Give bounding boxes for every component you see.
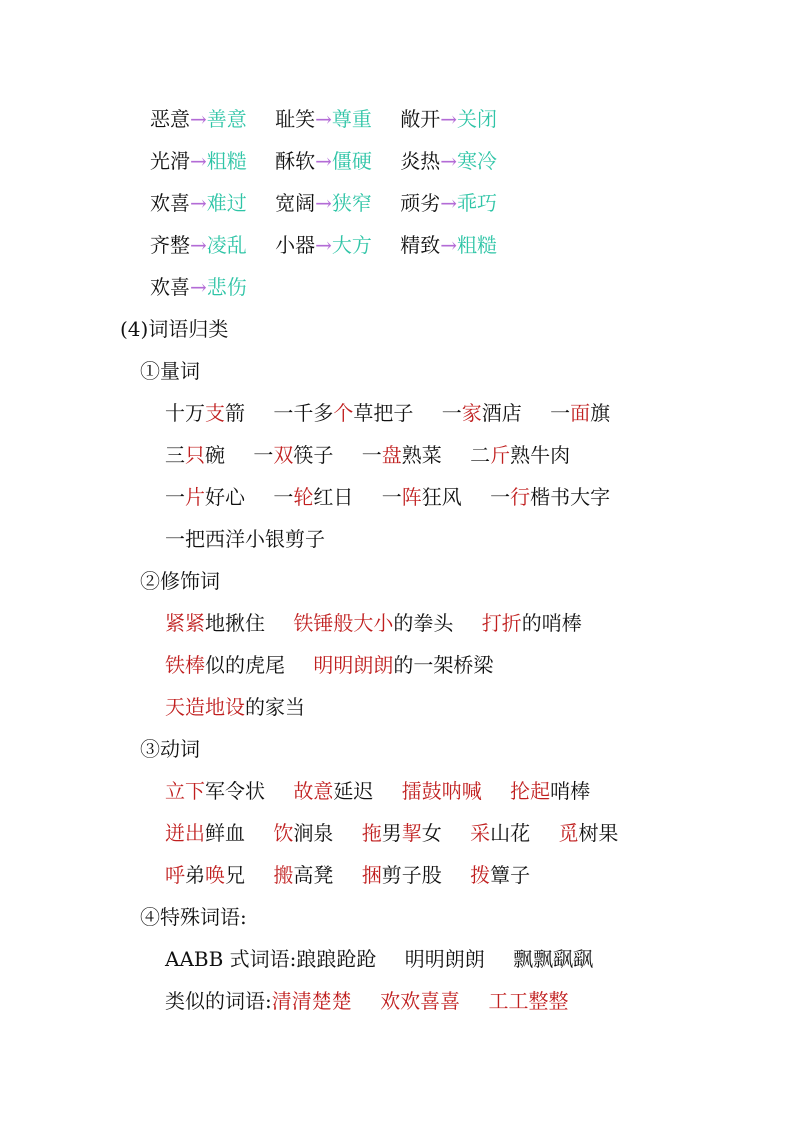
subsection-title: ④特殊词语: <box>140 905 247 929</box>
measure-word-line <box>165 525 325 553</box>
highlight: 觅 <box>558 821 579 845</box>
text: 剪子股 <box>381 863 442 887</box>
highlight: 挈 <box>401 821 422 845</box>
word: 恶意 <box>150 107 190 131</box>
arrow-icon: → <box>440 233 458 257</box>
antonym-word: 粗糙 <box>457 233 498 257</box>
arrow-icon: → <box>440 149 458 173</box>
text: 弟 <box>185 863 205 887</box>
arrow-icon: → <box>190 149 207 173</box>
antonym-word: 凌乱 <box>206 233 247 257</box>
highlight: 工工整整 <box>488 989 569 1013</box>
text: 似的虎尾 <box>205 653 285 677</box>
highlight: 只 <box>185 443 205 467</box>
highlight: 唤 <box>205 863 225 887</box>
highlight: 迸出 <box>165 821 205 845</box>
highlight: 擂鼓呐喊 <box>401 779 482 803</box>
text: 狂风 <box>421 485 462 509</box>
text: 一 <box>253 443 274 467</box>
text: 高凳 <box>293 863 334 887</box>
text: 碗 <box>205 443 225 467</box>
text: 楷书大字 <box>530 485 611 509</box>
text: 延迟 <box>333 779 374 803</box>
text: 明明朗朗 <box>404 947 485 971</box>
highlight: 行 <box>510 485 531 509</box>
highlight: 双 <box>273 443 294 467</box>
arrow-icon: → <box>190 107 207 131</box>
word: 小器 <box>275 233 316 257</box>
antonym-row <box>150 147 497 175</box>
word: 顽劣 <box>400 191 441 215</box>
text: 一 <box>441 401 462 425</box>
text: 军令状 <box>205 779 265 803</box>
highlight: 面 <box>570 401 591 425</box>
measure-word-line <box>165 483 610 511</box>
antonym-row <box>150 189 497 217</box>
text: 类似的词语: <box>165 989 272 1013</box>
text: 山花 <box>490 821 531 845</box>
highlight: 抡起 <box>510 779 551 803</box>
text: 飘飘飖飖 <box>513 947 594 971</box>
arrow-icon: → <box>440 107 458 131</box>
text: 的哨棒 <box>521 611 582 635</box>
highlight: 清清楚楚 <box>271 989 352 1013</box>
text: 哨棒 <box>550 779 591 803</box>
word: 敞开 <box>400 107 441 131</box>
antonym-row <box>150 231 497 259</box>
text: 一 <box>165 485 185 509</box>
arrow-icon: → <box>190 191 207 215</box>
highlight: 打折 <box>481 611 522 635</box>
text: 红日 <box>313 485 354 509</box>
arrow-icon: → <box>315 233 332 257</box>
highlight: 故意 <box>293 779 334 803</box>
arrow-icon: → <box>190 275 207 299</box>
highlight: 立下 <box>165 779 205 803</box>
word: 宽阔 <box>275 191 316 215</box>
section-title: (4)词语归类 <box>120 317 229 341</box>
antonym-word: 僵硬 <box>331 149 372 173</box>
text: 一 <box>361 443 382 467</box>
text: 的家当 <box>245 695 305 719</box>
text: 的一架桥梁 <box>393 653 494 677</box>
modifier-line <box>165 693 305 721</box>
arrow-icon: → <box>440 191 458 215</box>
highlight: 欢欢喜喜 <box>380 989 461 1013</box>
special-word-line <box>165 945 593 973</box>
word: 耻笑 <box>275 107 316 131</box>
highlight: 呼 <box>165 863 185 887</box>
text: 三 <box>165 443 185 467</box>
text: 兄 <box>225 863 245 887</box>
antonym-word: 大方 <box>331 233 372 257</box>
text: 一 <box>490 485 511 509</box>
antonym-row <box>150 105 497 133</box>
special-word-line <box>165 987 568 1015</box>
text: 一把西洋小银剪子 <box>165 527 325 551</box>
text: 一 <box>381 485 402 509</box>
modifier-line <box>165 651 493 679</box>
text: 酒店 <box>481 401 522 425</box>
arrow-icon: → <box>315 191 332 215</box>
word: 光滑 <box>150 149 190 173</box>
word: 炎热 <box>400 149 441 173</box>
text: 草把子 <box>353 401 414 425</box>
arrow-icon: → <box>315 107 332 131</box>
highlight: 铁锤般大小 <box>293 611 394 635</box>
antonym-word: 狭窄 <box>331 191 372 215</box>
measure-word-line <box>165 399 610 427</box>
text: 男 <box>381 821 402 845</box>
arrow-icon: → <box>190 233 207 257</box>
antonym-word: 善意 <box>206 107 247 131</box>
text: 箭 <box>225 401 245 425</box>
highlight: 捆 <box>361 863 382 887</box>
word: 齐整 <box>150 233 190 257</box>
highlight: 斤 <box>490 443 511 467</box>
highlight: 拨 <box>470 863 491 887</box>
text: 二 <box>470 443 491 467</box>
text: 熟菜 <box>401 443 442 467</box>
subsection-title: ②修饰词 <box>140 569 220 593</box>
highlight: 铁棒 <box>165 653 205 677</box>
word: 酥软 <box>275 149 316 173</box>
subsection-title: ③动词 <box>140 737 200 761</box>
text: 鲜血 <box>205 821 245 845</box>
text: 熟牛肉 <box>510 443 571 467</box>
highlight: 轮 <box>293 485 314 509</box>
text: AABB 式词语:踉踉跄跄 <box>165 947 377 971</box>
highlight: 家 <box>461 401 482 425</box>
verb-line <box>165 777 590 805</box>
highlight: 天造地设 <box>165 695 245 719</box>
text: 一千多 <box>273 401 334 425</box>
verb-line <box>165 819 618 847</box>
highlight: 支 <box>205 401 225 425</box>
highlight: 明明朗朗 <box>313 653 394 677</box>
highlight: 阵 <box>401 485 422 509</box>
verb-line <box>165 861 530 889</box>
antonym-word: 尊重 <box>331 107 372 131</box>
text: 筷子 <box>293 443 334 467</box>
antonym-word: 难过 <box>206 191 247 215</box>
word: 欢喜 <box>150 275 190 299</box>
antonym-word: 寒冷 <box>457 149 498 173</box>
highlight: 片 <box>185 485 205 509</box>
text: 簟子 <box>490 863 531 887</box>
text: 旗 <box>590 401 611 425</box>
modifier-line <box>165 609 582 637</box>
highlight: 采 <box>470 821 491 845</box>
highlight: 紧紧 <box>165 611 205 635</box>
text: 一 <box>550 401 571 425</box>
word: 欢喜 <box>150 191 190 215</box>
antonym-word: 粗糙 <box>206 149 247 173</box>
highlight: 饮 <box>273 821 294 845</box>
antonym-word: 关闭 <box>457 107 498 131</box>
text: 涧泉 <box>293 821 334 845</box>
measure-word-line <box>165 441 570 469</box>
text: 地揪住 <box>205 611 265 635</box>
highlight: 搬 <box>273 863 294 887</box>
antonym-row <box>150 273 247 301</box>
text: 女 <box>421 821 442 845</box>
highlight: 盘 <box>381 443 402 467</box>
highlight: 个 <box>333 401 354 425</box>
antonym-word: 乖巧 <box>457 191 498 215</box>
subsection-title: ①量词 <box>140 359 200 383</box>
highlight: 拖 <box>361 821 382 845</box>
text: 十万 <box>165 401 205 425</box>
word: 精致 <box>400 233 441 257</box>
arrow-icon: → <box>315 149 332 173</box>
text: 好心 <box>205 485 245 509</box>
text: 的拳头 <box>393 611 454 635</box>
text: 树果 <box>578 821 619 845</box>
text: 一 <box>273 485 294 509</box>
antonym-word: 悲伤 <box>206 275 247 299</box>
